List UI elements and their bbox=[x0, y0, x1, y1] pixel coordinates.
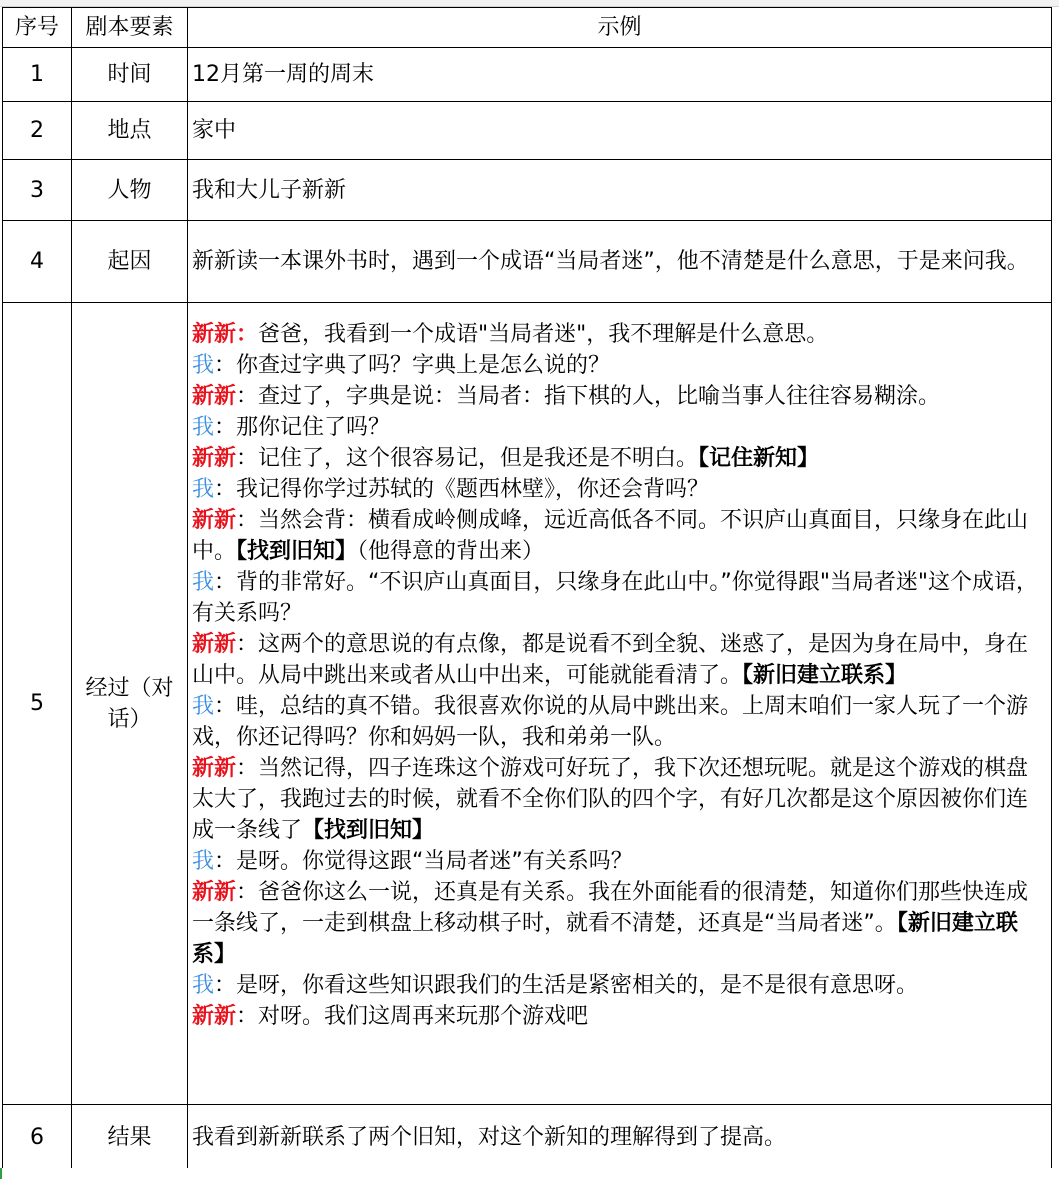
dialogue-text: ：当然记得，四子连珠这个游戏可好玩了，我下次还想玩呢。就是这个游戏的棋盘太大了，我跑过去的时候，就看不全你们队的四个字，有好几次都是这个原因被你们连成一条线了 bbox=[192, 756, 1029, 843]
dialogue-text: ：我记得你学过苏轼的《题西林壁》，你还会背吗？ bbox=[214, 477, 710, 502]
speaker-name: 我 bbox=[192, 849, 215, 874]
dialogue-text: ：哇，总结的真不错。我很喜欢你说的从局中跳出来。上周末咱们一家人玩了一个游戏，你还记得吗？你和妈妈一队，我和弟弟一队。 bbox=[192, 694, 1029, 750]
row-number: 2 bbox=[3, 102, 72, 160]
row-element: 起因 bbox=[72, 221, 188, 303]
cell-cursor-line bbox=[0, 1168, 2, 1179]
bottom-strip bbox=[0, 1168, 1059, 1179]
row-element: 经过（对话） bbox=[72, 303, 188, 1105]
dialogue-text: ：是呀。你觉得这跟“当局者迷”有关系吗？ bbox=[214, 849, 633, 874]
stage-tag: 【找到旧知】 bbox=[302, 818, 435, 843]
speaker-name: 新新 bbox=[192, 632, 237, 657]
dialogue-line bbox=[192, 1001, 1049, 1032]
dialogue-line bbox=[192, 691, 1049, 753]
dialogue-line bbox=[192, 443, 1049, 474]
speaker-name: 我 bbox=[192, 353, 215, 378]
speaker-name: 新新 bbox=[192, 880, 237, 905]
row-number: 5 bbox=[3, 303, 72, 1105]
dialogue-line bbox=[192, 412, 1049, 443]
dialogue-line bbox=[192, 567, 1049, 629]
row-element: 结果 bbox=[72, 1105, 188, 1170]
speaker-name: 新新 bbox=[192, 1004, 237, 1029]
speaker-name: 我 bbox=[192, 477, 215, 502]
table-row bbox=[3, 1105, 1052, 1170]
top-strip bbox=[0, 0, 1059, 7]
dialogue-line bbox=[192, 970, 1049, 1001]
dialogue-text: 爸爸，我看到一个成语"当局者迷"，我不理解是什么意思。 bbox=[258, 322, 829, 347]
dialogue-line bbox=[192, 319, 1049, 350]
table-row bbox=[3, 221, 1052, 303]
process-row bbox=[3, 303, 1052, 1105]
dialogue-text: ：背的非常好。“不识庐山真面目，只缘身在此山中。”你觉得跟"当局者迷"这个成语，有关系吗？ bbox=[192, 570, 1039, 626]
dialogue-text: ：查过了，字典是说：当局者：指下棋的人，比喻当事人往往容易糊涂。 bbox=[236, 384, 941, 409]
table-row bbox=[3, 48, 1052, 102]
dialogue-line bbox=[192, 505, 1049, 567]
row-number: 4 bbox=[3, 221, 72, 303]
dialogue-line bbox=[192, 753, 1049, 846]
stage-tag: 【记住新知】 bbox=[698, 446, 820, 471]
stage-tag: 【新旧建立联系】 bbox=[192, 911, 1018, 967]
speaker-name: 新新 bbox=[192, 446, 237, 471]
row-element: 时间 bbox=[72, 48, 188, 102]
speaker-name: 新新 bbox=[192, 508, 237, 533]
row-element: 人物 bbox=[72, 160, 188, 221]
dialogue-text: ：那你记住了吗？ bbox=[214, 415, 391, 440]
row-example: 我和大儿子新新 bbox=[188, 160, 1052, 221]
dialogue-line bbox=[192, 350, 1049, 381]
stage-note: （他得意的背出来） bbox=[357, 539, 545, 564]
header-element: 剧本要素 bbox=[72, 8, 188, 48]
stage-tag: 【新旧建立联系】 bbox=[742, 663, 908, 688]
dialogue-line bbox=[192, 381, 1049, 412]
row-example: 我看到新新联系了两个旧知，对这个新知的理解得到了提高。 bbox=[188, 1105, 1052, 1170]
row-element: 地点 bbox=[72, 102, 188, 160]
row-example: 家中 bbox=[188, 102, 1052, 160]
dialogue-text: ：当然会背：横看成岭侧成峰，远近高低各不同。不识庐山真面目，只缘身在此山中。 bbox=[192, 508, 1029, 564]
dialogue-text: ：对呀。我们这周再来玩那个游戏吧 bbox=[236, 1004, 589, 1029]
dialogue-line bbox=[192, 629, 1049, 691]
dialogue bbox=[192, 319, 1049, 1032]
speaker-name: 新新 bbox=[192, 384, 237, 409]
row-number: 6 bbox=[3, 1105, 72, 1170]
stage-tag: 【找到旧知】 bbox=[236, 539, 358, 564]
dialogue-line bbox=[192, 877, 1049, 970]
dialogue-line bbox=[192, 846, 1049, 877]
speaker-name: 我 bbox=[192, 973, 215, 998]
row-number: 1 bbox=[3, 48, 72, 102]
dialogue-text: ：是呀，你看这些知识跟我们的生活是紧密相关的，是不是很有意思呀。 bbox=[214, 973, 919, 998]
dialogue-text: ：这两个的意思说的有点像，都是说看不到全貌、迷惑了，是因为身在局中，身在山中。从局中跳出来或者从山中出来，可能就能看清了。 bbox=[192, 632, 1029, 688]
dialogue-text: ：爸爸你这么一说，还真是有关系。我在外面能看的很清楚，知道你们那些快连成一条线了，一走到棋盘上移动棋子时，就看不清楚，还真是“当局者迷”。 bbox=[192, 880, 1029, 936]
header-number: 序号 bbox=[3, 8, 72, 48]
speaker-name: 新新： bbox=[192, 322, 259, 347]
row-example: 12月第一周的周末 bbox=[188, 48, 1052, 102]
header-example: 示例 bbox=[188, 8, 1052, 48]
table-row bbox=[3, 102, 1052, 160]
dialogue-text: ：记住了，这个很容易记，但是我还是不明白。 bbox=[236, 446, 699, 471]
header-row bbox=[3, 8, 1052, 48]
table-row bbox=[3, 160, 1052, 221]
dialogue-text: ：你查过字典了吗？字典上是怎么说的？ bbox=[214, 353, 611, 378]
dialogue-line bbox=[192, 474, 1049, 505]
speaker-name: 我 bbox=[192, 694, 215, 719]
dialogue-cell bbox=[188, 303, 1052, 1105]
speaker-name: 我 bbox=[192, 570, 215, 595]
row-example: 新新读一本课外书时，遇到一个成语“当局者迷”，他不清楚是什么意思，于是来问我。 bbox=[188, 221, 1052, 303]
speaker-name: 新新 bbox=[192, 756, 237, 781]
row-number: 3 bbox=[3, 160, 72, 221]
script-elements-table bbox=[2, 7, 1052, 1170]
speaker-name: 我 bbox=[192, 415, 215, 440]
